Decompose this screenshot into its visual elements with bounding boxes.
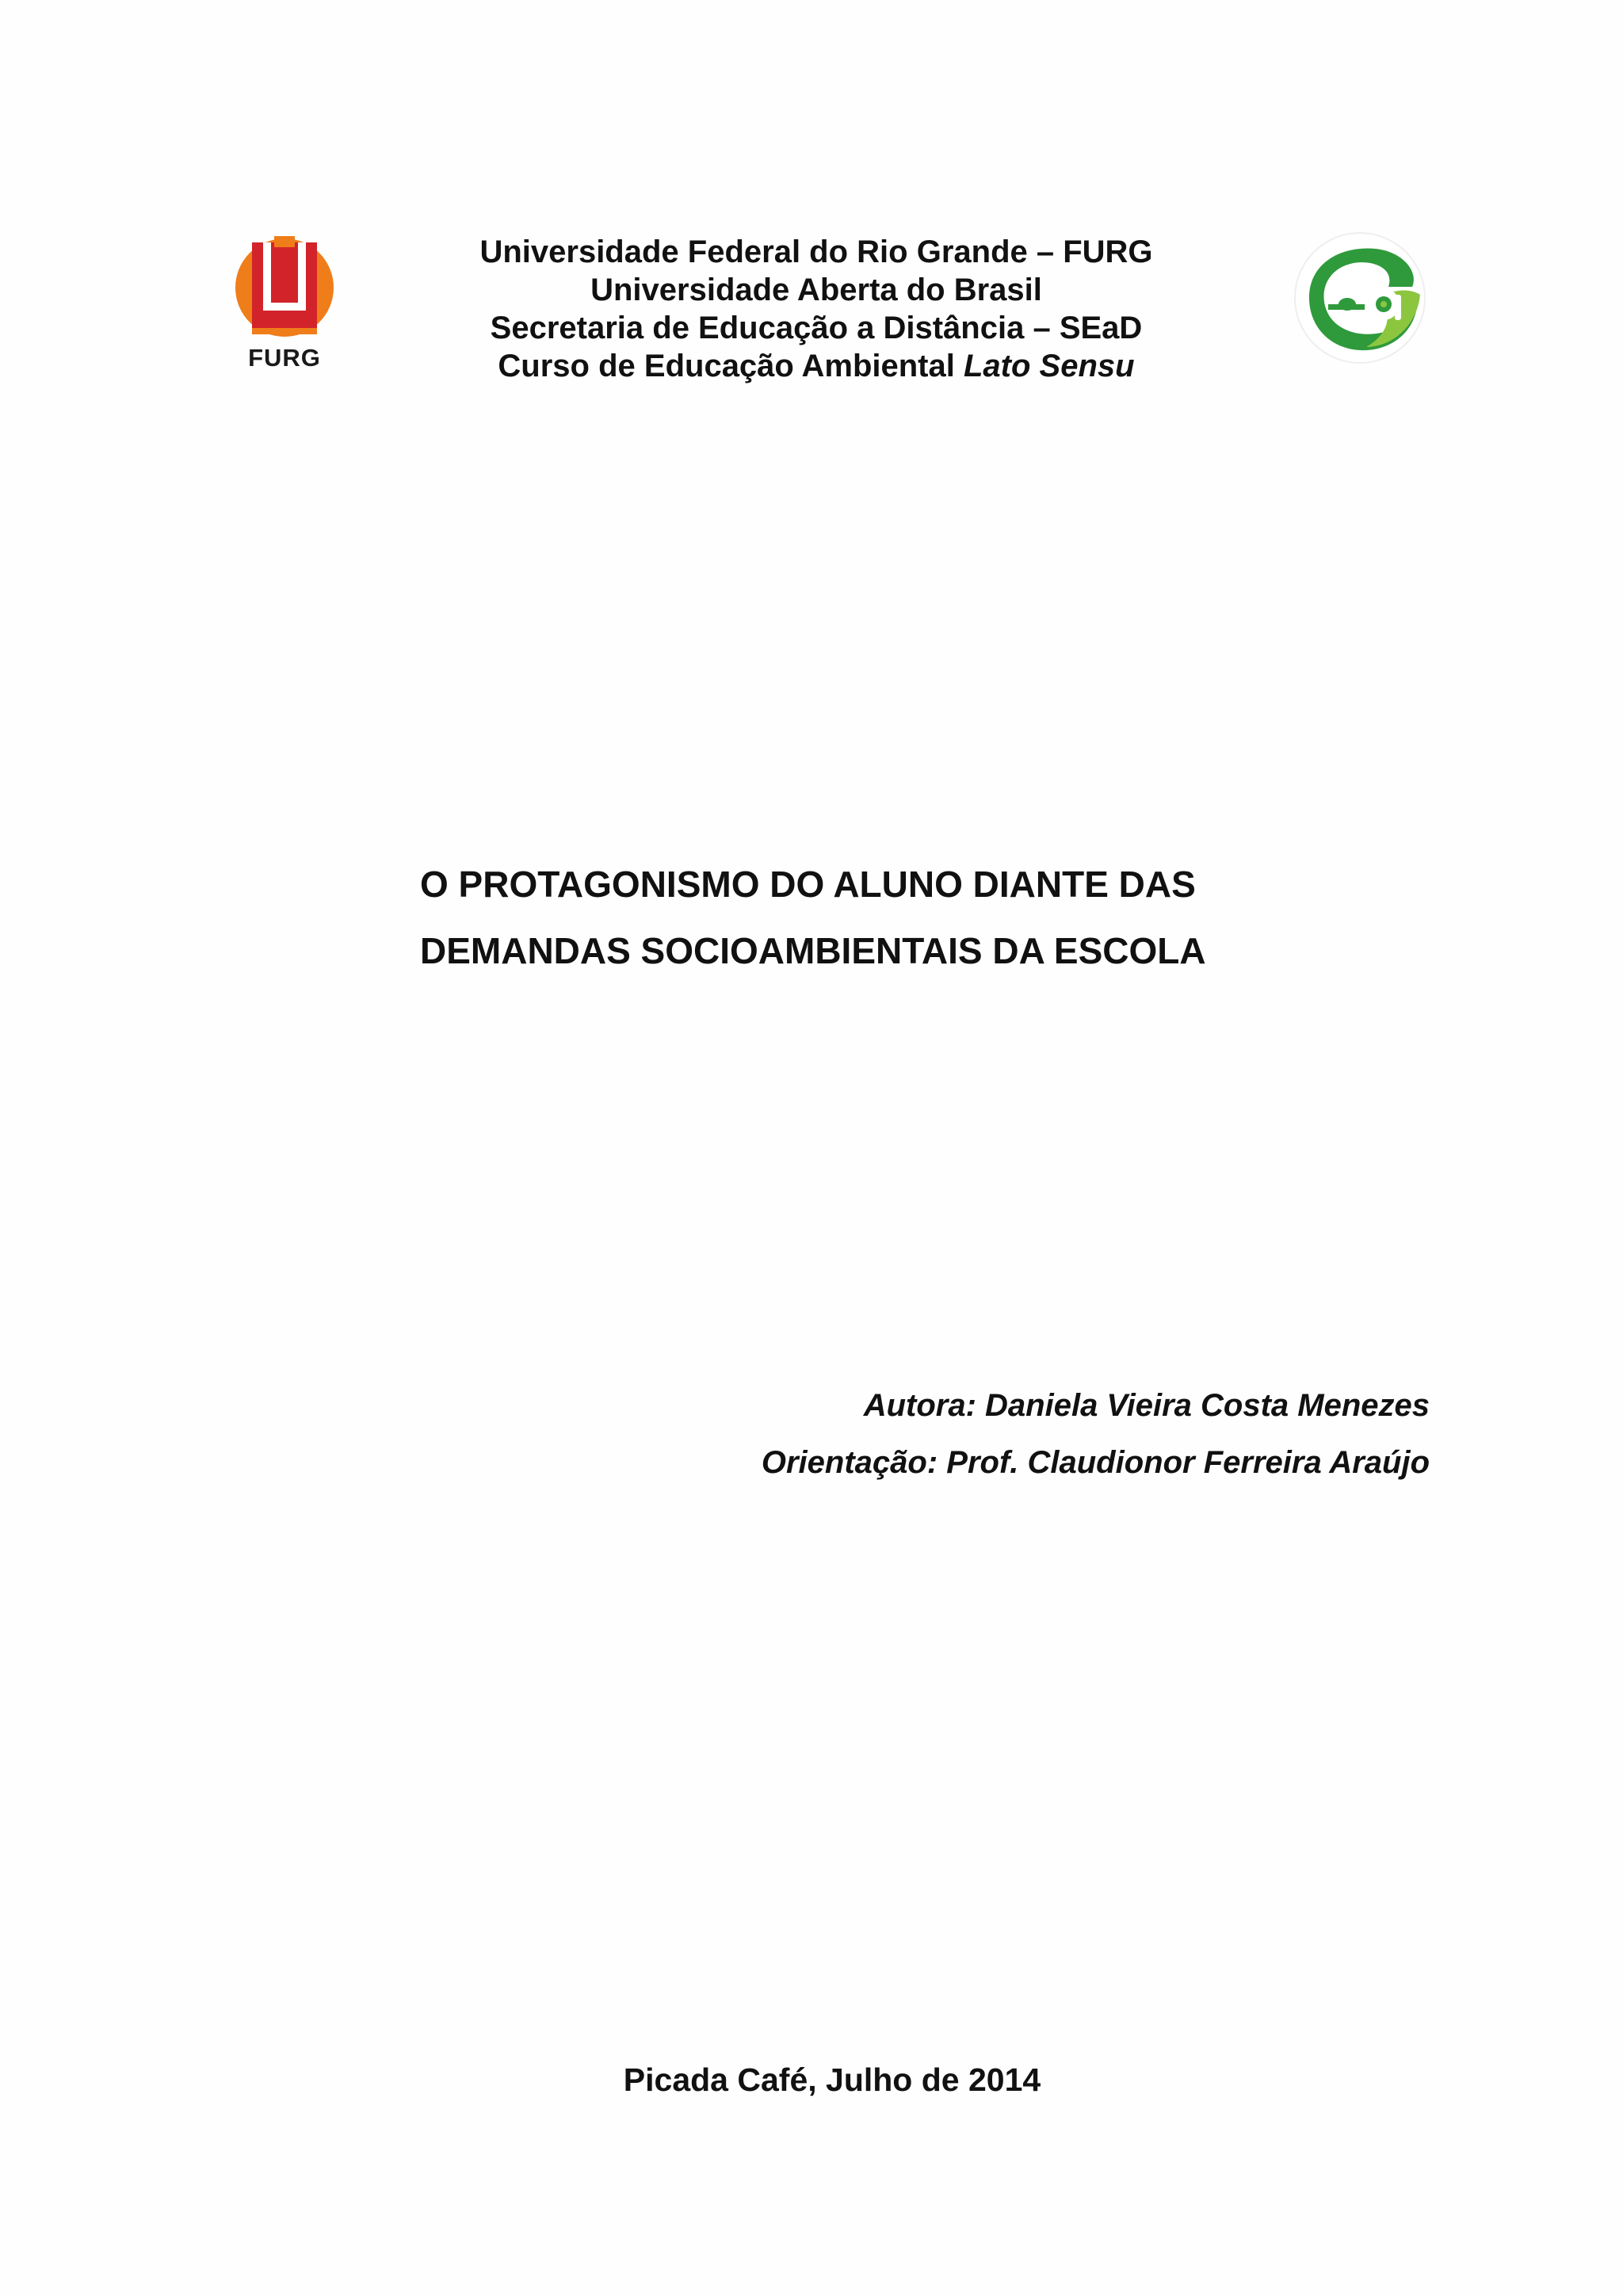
- header-secretariat: Secretaria de Educação a Distância – SEaD: [490, 311, 1143, 345]
- institution-header: [341, 233, 1292, 385]
- title-line-1: O PROTAGONISMO DO ALUNO DIANTE DAS: [420, 864, 1196, 905]
- author-line: Autora: Daniela Vieira Costa Menezes: [863, 1388, 1430, 1423]
- header-course: [341, 347, 1292, 385]
- advisor-line: Orientação: Prof. Claudionor Ferreira Araújo: [761, 1445, 1430, 1480]
- header-course-italic: Lato Sensu: [963, 349, 1135, 383]
- header-open-university: Universidade Aberta do Brasil: [590, 273, 1042, 307]
- furg-logo: [235, 236, 334, 379]
- header-course-prefix: Curso de Educação Ambiental: [498, 349, 964, 383]
- document-title: [420, 851, 1450, 984]
- ea-logo: [1293, 231, 1426, 364]
- furg-university-emblem-icon: [235, 236, 334, 339]
- credits: [479, 1377, 1430, 1491]
- title-line-2: DEMANDAS SOCIOAMBIENTAIS DA ESCOLA: [420, 930, 1206, 971]
- header-university: Universidade Federal do Rio Grande – FURG: [479, 235, 1153, 269]
- ea-environmental-education-logo-icon: [1293, 231, 1426, 364]
- furg-wordmark: FURG: [248, 344, 321, 372]
- place-and-date: Picada Café, Julho de 2014: [623, 2061, 1041, 2098]
